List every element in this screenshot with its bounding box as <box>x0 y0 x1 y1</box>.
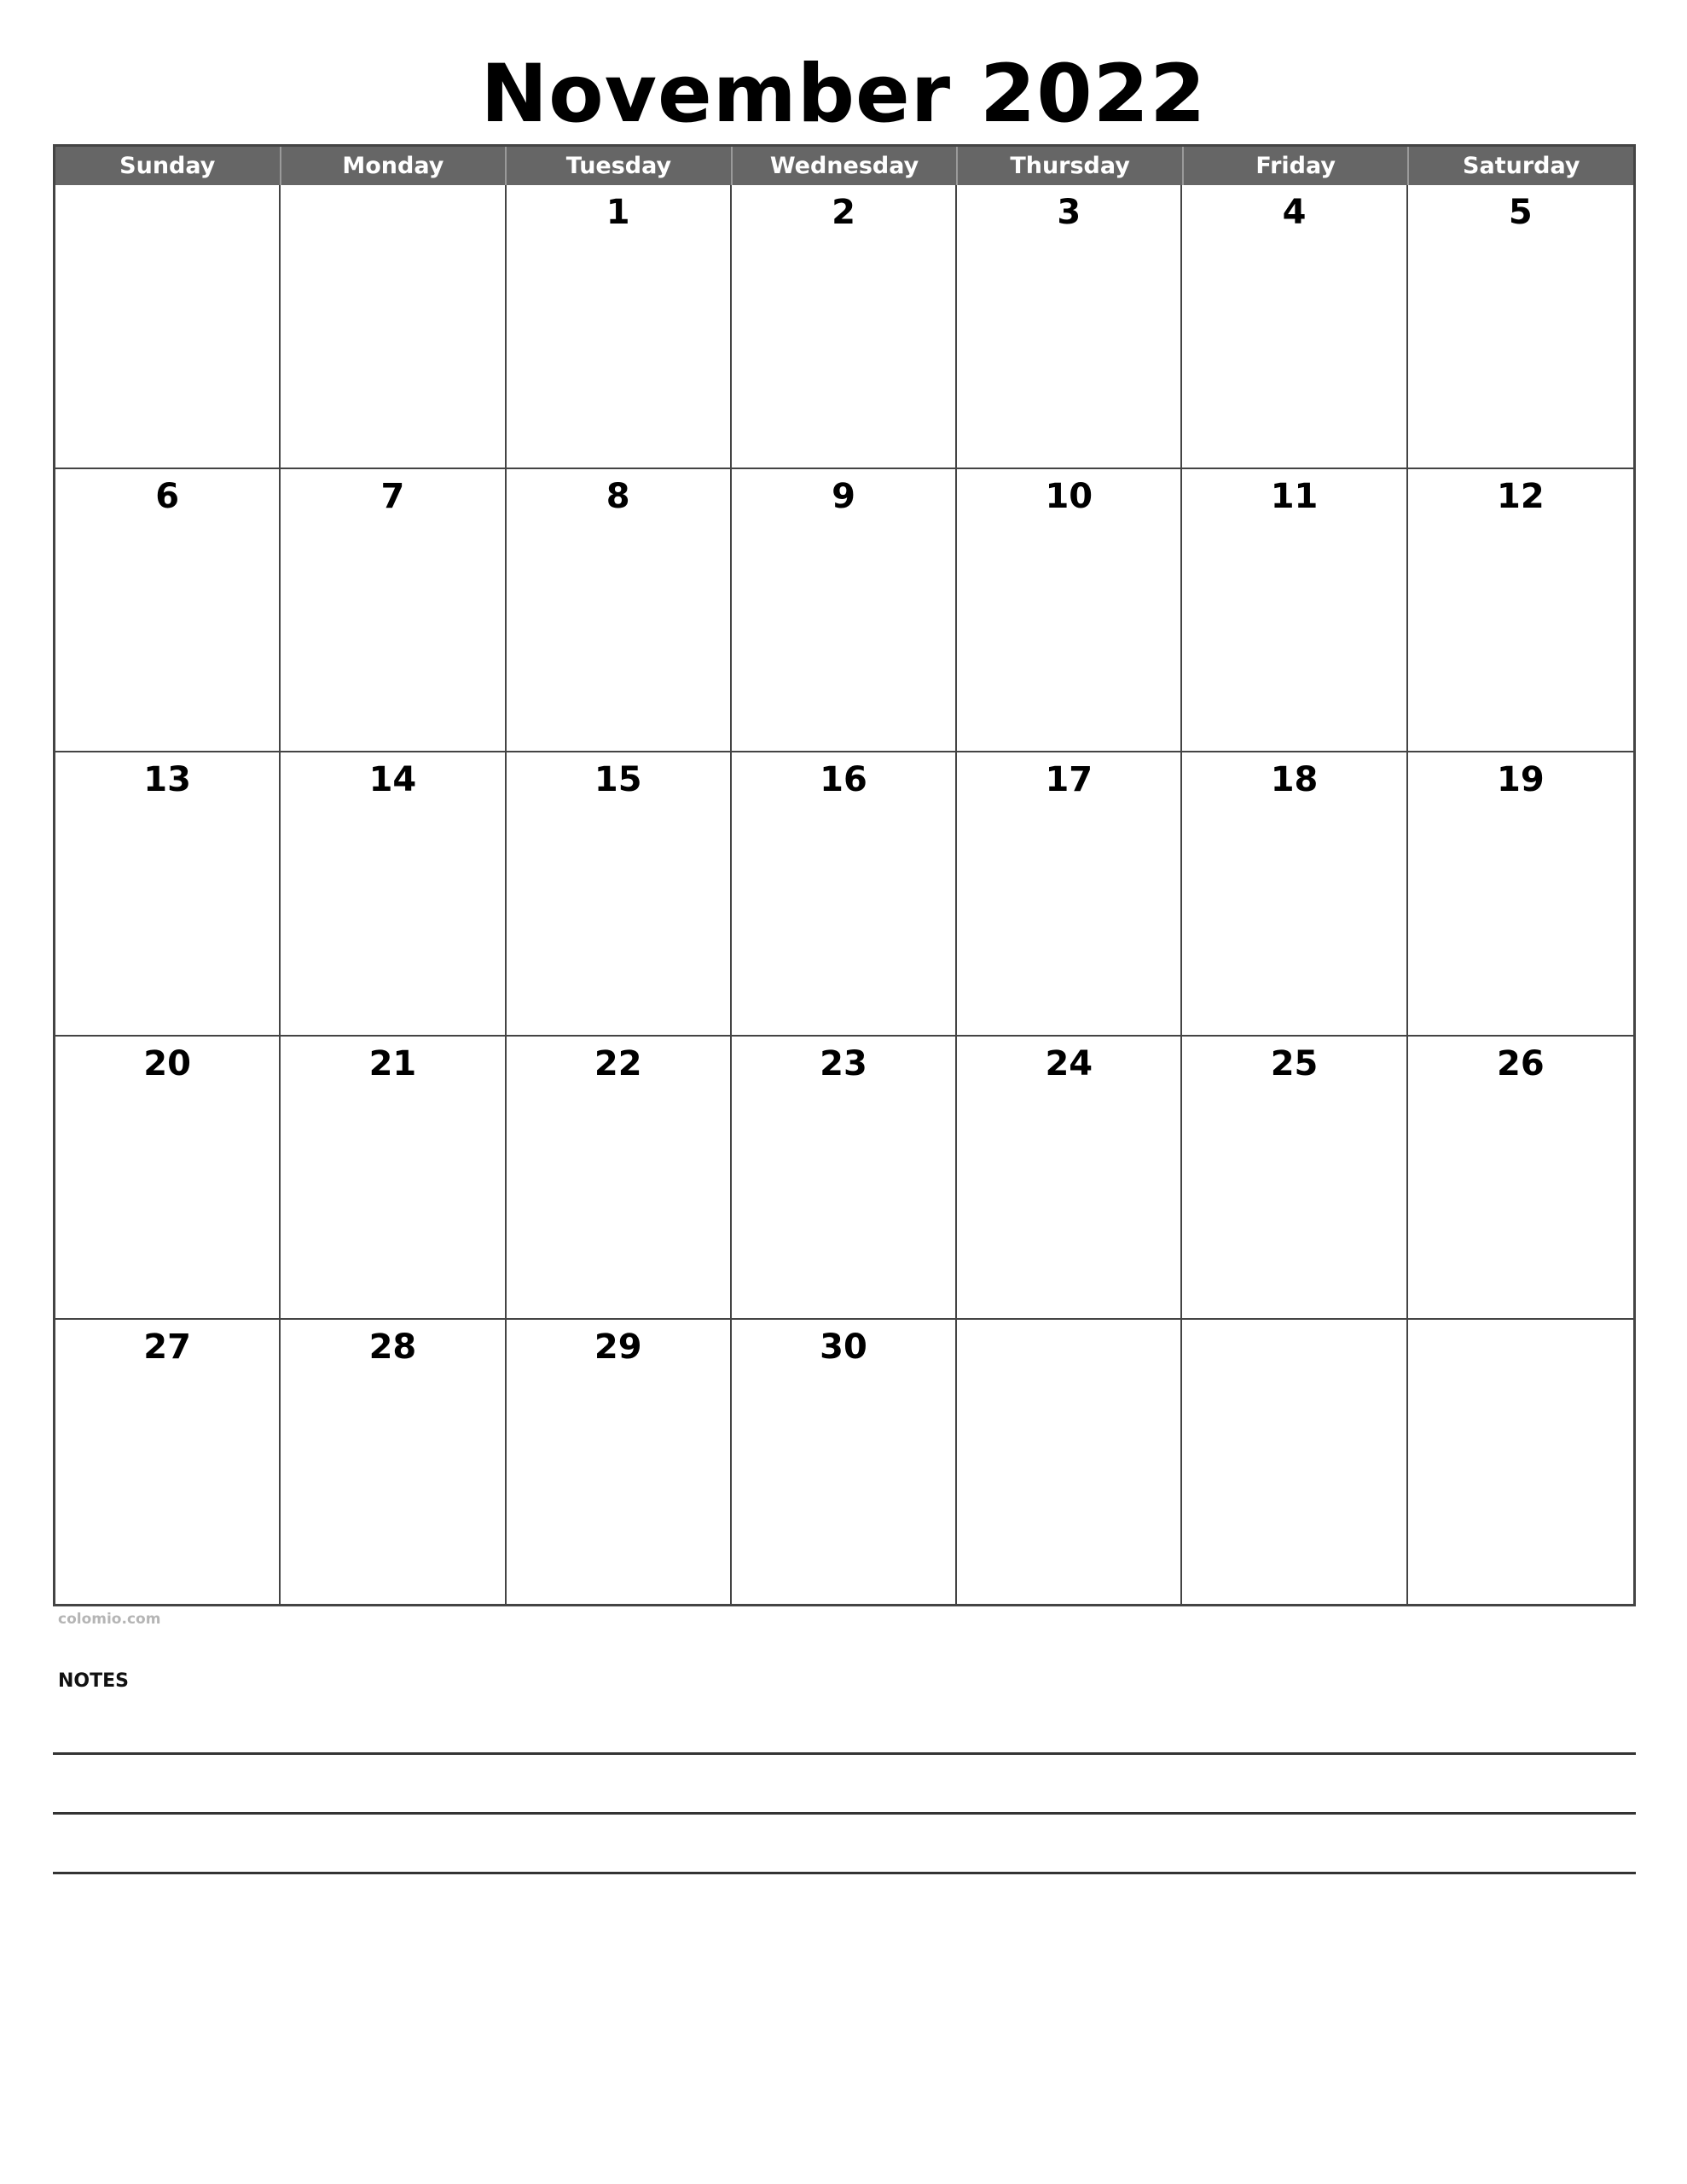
day-cell <box>55 752 281 1037</box>
day-number: 25 <box>1270 1043 1319 1083</box>
weekday-thursday: Thursday <box>958 147 1184 185</box>
day-number: 6 <box>155 476 180 516</box>
day-number: 22 <box>594 1043 642 1083</box>
day-cell <box>1182 469 1407 753</box>
day-cell <box>1408 1320 1633 1604</box>
weekday-monday: Monday <box>281 147 507 185</box>
day-cell <box>281 752 506 1037</box>
day-number: 16 <box>820 760 867 800</box>
day-cell <box>732 469 957 753</box>
day-number: 4 <box>1282 193 1307 232</box>
day-number: 12 <box>1497 476 1545 516</box>
day-number: 28 <box>368 1327 417 1368</box>
weekday-tuesday: Tuesday <box>507 147 733 185</box>
day-number: 27 <box>143 1327 191 1368</box>
day-cell <box>1408 752 1633 1037</box>
day-number: 24 <box>1045 1043 1093 1083</box>
day-cell <box>1182 185 1407 469</box>
day-cell <box>55 469 281 753</box>
day-number: 19 <box>1497 760 1545 800</box>
day-number: 5 <box>1508 193 1533 232</box>
day-cell <box>957 469 1182 753</box>
day-cell <box>55 1320 281 1604</box>
day-cell <box>507 1320 732 1604</box>
day-cell <box>55 1037 281 1321</box>
page-title: November 2022 <box>480 48 1207 141</box>
weekday-header-row <box>55 147 1633 185</box>
day-number: 26 <box>1497 1043 1545 1083</box>
day-cell <box>732 752 957 1037</box>
day-number: 2 <box>832 193 855 232</box>
day-cell <box>55 185 281 469</box>
weekday-wednesday: Wednesday <box>733 147 959 185</box>
day-cell <box>507 469 732 753</box>
day-cell <box>507 185 732 469</box>
day-number: 18 <box>1270 760 1319 800</box>
weekday-saturday: Saturday <box>1463 153 1580 179</box>
day-cell <box>281 1037 506 1321</box>
day-number: 9 <box>832 476 855 516</box>
notes-label: NOTES <box>58 1670 129 1692</box>
day-number: 8 <box>606 476 630 516</box>
day-number: 21 <box>368 1043 417 1083</box>
day-number: 3 <box>1057 193 1081 232</box>
day-number: 11 <box>1270 476 1319 516</box>
day-cell <box>1182 1037 1407 1321</box>
day-number: 1 <box>606 193 630 232</box>
day-number: 15 <box>594 760 642 800</box>
day-number: 29 <box>594 1327 642 1368</box>
day-cell <box>732 185 957 469</box>
day-number: 13 <box>143 760 191 800</box>
day-cell <box>957 1320 1182 1604</box>
day-cell <box>281 185 506 469</box>
day-cell <box>957 185 1182 469</box>
day-cell <box>281 1320 506 1604</box>
notes-line <box>53 1812 1636 1815</box>
day-cell <box>957 1037 1182 1321</box>
day-grid <box>55 185 1633 1604</box>
day-cell <box>507 752 732 1037</box>
weekday-friday: Friday <box>1184 147 1410 185</box>
day-cell <box>732 1037 957 1321</box>
day-cell <box>1182 1320 1407 1604</box>
weekday-sunday: Sunday <box>55 147 281 185</box>
day-cell <box>1408 185 1633 469</box>
calendar-grid <box>53 144 1636 1606</box>
day-cell <box>1182 752 1407 1037</box>
watermark-text: colomio.com <box>58 1611 161 1628</box>
notes-line <box>53 1872 1636 1874</box>
day-cell <box>281 469 506 753</box>
day-number: 7 <box>380 476 405 516</box>
day-number: 20 <box>143 1043 191 1083</box>
day-number: 30 <box>820 1327 867 1368</box>
day-number: 10 <box>1045 476 1093 516</box>
day-number: 23 <box>820 1043 867 1083</box>
day-cell <box>957 752 1182 1037</box>
day-cell <box>507 1037 732 1321</box>
day-number: 14 <box>368 760 417 800</box>
day-number: 17 <box>1045 760 1093 800</box>
day-cell <box>732 1320 957 1604</box>
day-cell <box>1408 469 1633 753</box>
notes-line <box>53 1752 1636 1755</box>
day-cell <box>1408 1037 1633 1321</box>
